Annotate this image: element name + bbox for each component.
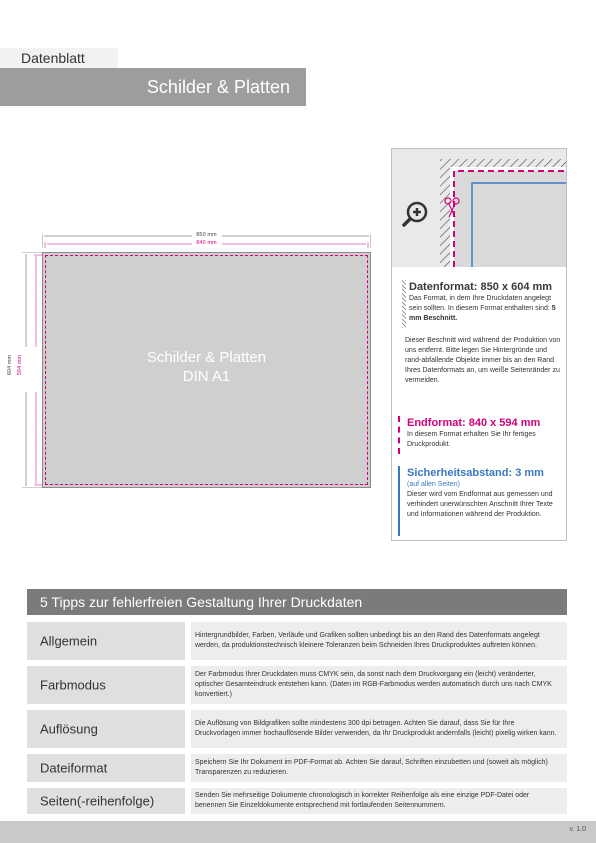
tip-label: Farbmodus: [40, 677, 106, 693]
tips-heading: 5 Tipps zur fehlerfreien Gestaltung Ihrer Druckdaten: [40, 594, 363, 610]
format-sheet-label-line1: Schilder & Platten: [146, 349, 267, 366]
tip-text: Speichern Sie Ihr Dokument im PDF-Format ab. Achten Sie darauf, Schriften einzubetten und (soweit als möglich) Transparenzen zu reduzieren.: [195, 759, 548, 776]
end-format-block: [398, 416, 564, 454]
tip-label-cell: [27, 666, 185, 704]
tip-row-resolution: [27, 710, 567, 748]
corner-detail-graphic: [392, 149, 566, 267]
data-format-block: [398, 280, 564, 328]
title-bar: [0, 68, 306, 106]
tip-label-cell: [27, 710, 185, 748]
tip-label: Seiten(-reihenfolge): [40, 793, 155, 809]
inner-width-label: 840 mm: [196, 240, 217, 246]
height-dimension-lines: [22, 252, 44, 488]
tip-row-page-order: [27, 788, 567, 814]
tip-text: Der Farbmodus Ihrer Druckdaten muss CMYK sein, da sonst nach dem Druckvorgang ein (leicht) veränderter, optischer Gesamteindruck entstehen kann. (Daten im RGB-Farbmodus werden automatisch durch uns nach CMYK konvertiert.): [195, 671, 552, 698]
width-dimensions: [42, 232, 371, 248]
data-format-title: Datenformat: 850 x 604 mm: [409, 281, 553, 293]
format-sheet-label: [42, 348, 371, 386]
page-title: Schilder & Platten: [146, 77, 290, 97]
data-format-text: [409, 294, 564, 324]
tip-row-general: [27, 622, 567, 660]
outer-width-label: 850 mm: [196, 232, 217, 238]
format-sheet-label-line2: DIN A1: [182, 368, 231, 385]
datasheet-tab-label: Datenblatt: [21, 50, 85, 66]
end-format-title: Endformat: 840 x 594 mm: [407, 417, 541, 429]
tip-text-cell: [191, 622, 567, 660]
tip-text: Senden Sie mehrseitige Dokumente chronologisch in korrekter Reihenfolge als eine einzige PDF-Datei oder benennen Sie Einzeldokumente entsprechend mit fortlaufenden Seitennummern.: [195, 792, 530, 809]
tip-text: Die Auflösung von Bildgrafiken sollte mindestens 300 dpi betragen. Achten Sie darauf, dass Sie für Ihre Druckvorlagen immer hochauflösende Bilder verwenden, da Ihr Druckprodukt andernfalls (leicht) pixelig wirken kann.: [195, 720, 557, 737]
tip-row-file-format: [27, 754, 567, 782]
tip-text-cell: [191, 710, 567, 748]
data-format-text-bold: 5 mm Beschnitt.: [409, 305, 556, 322]
tip-text-cell: [191, 788, 567, 814]
data-format-text-a: Das Format, in dem Ihre Druckdaten angelegt sein sollten. In diesem Format enthalten sind:: [409, 295, 552, 312]
trim-explanation-block: [398, 336, 564, 386]
tip-label: Allgemein: [40, 633, 98, 649]
zoom-in-icon: [404, 203, 426, 225]
tip-label-cell: [27, 788, 185, 814]
corner-detail: [392, 149, 566, 267]
tip-label-cell: [27, 622, 185, 660]
tip-text-cell: [191, 754, 567, 782]
height-dimensions: [7, 252, 44, 488]
datasheet-tab: [0, 48, 118, 68]
safety-margin-subtitle: (auf allen Seiten): [407, 481, 460, 488]
version-label: v. 1.0: [569, 826, 586, 833]
safety-margin-text: Dieser wird vom Endformat aus gemessen und verhindert unerwünschten Anschnitt Ihrer Texte und Informationen während der Produktion.: [407, 491, 553, 518]
footer-bar: [0, 821, 596, 843]
trim-explanation-text: Dieser Beschnitt wird während der Produktion von uns entfernt. Bitte legen Sie Hintergründe und rand-abfallende Objekte immer bis an den Rand Ihres Datenformats an, um weiße Seitenränder zu vermeiden.: [405, 337, 561, 384]
tip-text: Hintergrundbilder, Farben, Verläufe und Grafiken sollten unbedingt bis an den Rand des Datenformats angelegt werden, da produktionstechnisch kleinere Toleranzen beim Schneiden Ihres Druckproduktes auftreten können.: [195, 632, 540, 649]
tip-label-cell: [27, 754, 185, 782]
safety-margin-block: [398, 466, 564, 536]
tip-text-cell: [191, 666, 567, 704]
safety-margin-title: Sicherheitsabstand: 3 mm: [407, 467, 544, 479]
tip-label: Dateiformat: [40, 760, 108, 776]
tip-label: Auflösung: [40, 721, 98, 737]
inner-height-label: 594 mm: [17, 354, 24, 376]
end-format-text: In diesem Format erhalten Sie Ihr fertiges Druckprodukt.: [407, 431, 536, 448]
outer-height-label: 604 mm: [7, 354, 14, 376]
tips-header: [27, 589, 567, 615]
tip-row-color-mode: [27, 666, 567, 704]
